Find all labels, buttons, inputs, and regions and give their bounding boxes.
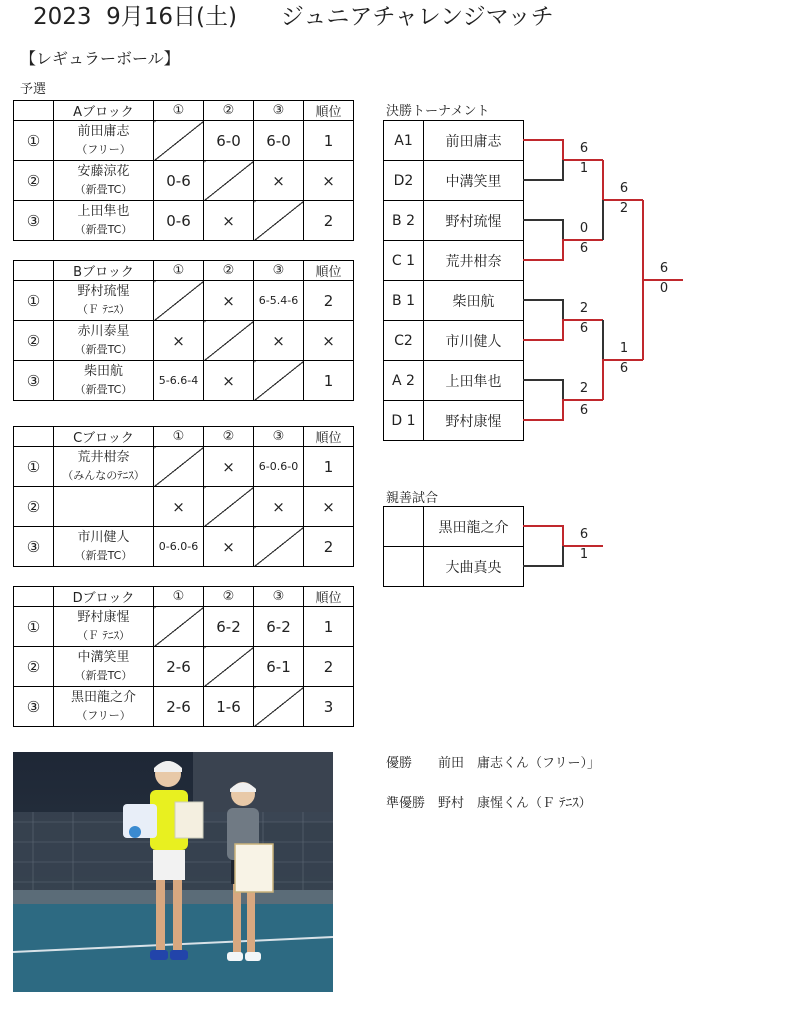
bracket-seed: B 2: [384, 201, 424, 241]
block-name: Aブロック: [54, 101, 154, 121]
match-score: 6-5.4-6: [254, 281, 304, 321]
match-score: ×: [154, 321, 204, 361]
match-score: ×: [204, 361, 254, 401]
player-club: （Ｆ ﾃﾆｽ）: [77, 628, 130, 642]
bracket-line: [523, 220, 563, 240]
match-score: 0-6: [154, 161, 204, 201]
player-name: 安藤涼花: [77, 163, 130, 179]
player-number: ③: [14, 527, 54, 567]
rank-cell: 1: [304, 121, 354, 161]
bracket-score: 6: [579, 403, 589, 418]
block-name: Bブロック: [54, 261, 154, 281]
player-name: 市川健人: [77, 529, 130, 545]
column-header: ③: [254, 261, 304, 281]
rank-cell: 1: [304, 447, 354, 487]
winner-result: 優勝 前田 庸志くん（フリー）」: [386, 756, 600, 771]
player-club: （新畳TC）: [74, 342, 133, 356]
bracket-seed: C2: [384, 321, 424, 361]
bracket-player: 上田隼也: [424, 361, 524, 401]
column-header: ③: [254, 101, 304, 121]
match-score: 6-2: [254, 607, 304, 647]
column-header: 順位: [304, 427, 354, 447]
bracket-title: 決勝トーナメント: [386, 104, 490, 119]
player-number: ②: [14, 161, 54, 201]
match-score: ×: [154, 487, 204, 527]
column-header: ②: [204, 587, 254, 607]
match-score: ×: [204, 281, 254, 321]
bracket-score: 1: [579, 547, 589, 562]
player-number: ③: [14, 687, 54, 727]
column-header: 順位: [304, 101, 354, 121]
bracket-seed: B 1: [384, 281, 424, 321]
match-score: 6-2: [204, 607, 254, 647]
rank-cell: ×: [304, 487, 354, 527]
player-name: 上田隼也: [77, 203, 130, 219]
section-heading: 【レギュラーボール】: [20, 49, 180, 68]
bracket-seed: D 1: [384, 401, 424, 441]
player-number: ③: [14, 361, 54, 401]
player-number: ②: [14, 647, 54, 687]
bracket-player: 前田庸志: [424, 121, 524, 161]
player-number: ①: [14, 281, 54, 321]
match-score: 6-1: [254, 647, 304, 687]
match-score: 6-0: [254, 121, 304, 161]
player-name: 荒井柑奈: [77, 449, 130, 465]
winners-photo: [13, 752, 333, 992]
column-header: ①: [154, 587, 204, 607]
player-club: （みんなのﾃﾆｽ）: [62, 468, 145, 482]
player-club: （フリー）: [76, 142, 131, 156]
player-name: 柴田航: [83, 363, 123, 379]
match-score: ×: [254, 321, 304, 361]
bracket-score: 1: [579, 161, 589, 176]
player-number: ②: [14, 487, 54, 527]
bracket-line: [523, 300, 563, 320]
player-club: （新畳TC）: [74, 182, 133, 196]
block-name: Dブロック: [54, 587, 154, 607]
bracket-seed: C 1: [384, 241, 424, 281]
player-name: 赤川泰星: [77, 323, 130, 339]
match-score: 6-0.6-0: [254, 447, 304, 487]
player-club: （新畳TC）: [74, 382, 133, 396]
bracket-line: [523, 380, 563, 400]
rank-cell: ×: [304, 321, 354, 361]
player-number: ①: [14, 607, 54, 647]
column-header: ②: [204, 427, 254, 447]
match-score: ×: [204, 527, 254, 567]
bracket-player: 柴田航: [424, 281, 524, 321]
player-number: ①: [14, 121, 54, 161]
column-header: ①: [154, 261, 204, 281]
rank-cell: 1: [304, 607, 354, 647]
bracket-score: 2: [619, 201, 629, 216]
bracket-seed: A1: [384, 121, 424, 161]
bracket-score: 6: [619, 361, 629, 376]
bracket-score: 2: [579, 301, 589, 316]
rank-cell: 2: [304, 527, 354, 567]
match-score: ×: [254, 161, 304, 201]
bracket-score: 1: [619, 341, 629, 356]
bracket-player: 市川健人: [424, 321, 524, 361]
player-number: ③: [14, 201, 54, 241]
bracket-player: 野村康惺: [424, 401, 524, 441]
runner-up-result: 準優勝 野村 康惺くん（Ｆ ﾃﾆｽ）: [386, 796, 592, 811]
match-score: 2-6: [154, 687, 204, 727]
column-header: 順位: [304, 261, 354, 281]
bracket-line: [523, 160, 563, 180]
player-club: （Ｆ ﾃﾆｽ）: [77, 302, 130, 316]
bracket-player: 中溝笑里: [424, 161, 524, 201]
match-score: ×: [204, 201, 254, 241]
player-name: 前田庸志: [77, 123, 130, 139]
bracket-seed: D2: [384, 161, 424, 201]
match-score: 6-0: [204, 121, 254, 161]
match-score: ×: [254, 487, 304, 527]
bracket-line: [523, 546, 563, 566]
page-title: 2023 9月16日(土) ジュニアチャレンジマッチ: [33, 4, 554, 30]
bracket-score: 6: [579, 321, 589, 336]
player-club: （新畳TC）: [74, 548, 133, 562]
rank-cell: 2: [304, 281, 354, 321]
column-header: ②: [204, 101, 254, 121]
friendly-player: 大曲真央: [424, 547, 524, 587]
bracket-player: 荒井柑奈: [424, 241, 524, 281]
bracket-score: 2: [579, 381, 589, 396]
match-score: 5-6.6-4: [154, 361, 204, 401]
player-number: ②: [14, 321, 54, 361]
column-header: 順位: [304, 587, 354, 607]
bracket-score: 6: [579, 241, 589, 256]
friendly-player: 黒田龍之介: [424, 507, 524, 547]
player-club: （新畳TC）: [74, 668, 133, 682]
column-header: ③: [254, 587, 304, 607]
player-number: ①: [14, 447, 54, 487]
player-name: 野村琉惺: [77, 283, 130, 299]
bracket-score: 0: [659, 281, 669, 296]
rank-cell: 3: [304, 687, 354, 727]
column-header: ②: [204, 261, 254, 281]
player-club: （フリー）: [76, 708, 131, 722]
friendly-match-title: 親善試合: [386, 491, 439, 506]
match-score: 1-6: [204, 687, 254, 727]
bracket-player: 野村琉惺: [424, 201, 524, 241]
column-header: ③: [254, 427, 304, 447]
bracket-score: 6: [579, 527, 589, 542]
match-score: 0-6: [154, 201, 204, 241]
bracket-score: 6: [579, 141, 589, 156]
column-header: ①: [154, 101, 204, 121]
bracket-score: 6: [659, 261, 669, 276]
match-score: 2-6: [154, 647, 204, 687]
player-name: 野村康惺: [77, 609, 130, 625]
rank-cell: ×: [304, 161, 354, 201]
bracket-score: 6: [619, 181, 629, 196]
match-score: ×: [204, 447, 254, 487]
prelim-label: 予選: [20, 82, 47, 97]
bracket-seed: A 2: [384, 361, 424, 401]
player-name: 黒田龍之介: [70, 689, 136, 705]
column-header: ①: [154, 427, 204, 447]
player-club: （新畳TC）: [74, 222, 133, 236]
player-name: 中溝笑里: [77, 649, 130, 665]
match-score: 0-6.0-6: [154, 527, 204, 567]
rank-cell: 1: [304, 361, 354, 401]
rank-cell: 2: [304, 647, 354, 687]
block-name: Cブロック: [54, 427, 154, 447]
bracket-score: 0: [579, 221, 589, 236]
rank-cell: 2: [304, 201, 354, 241]
